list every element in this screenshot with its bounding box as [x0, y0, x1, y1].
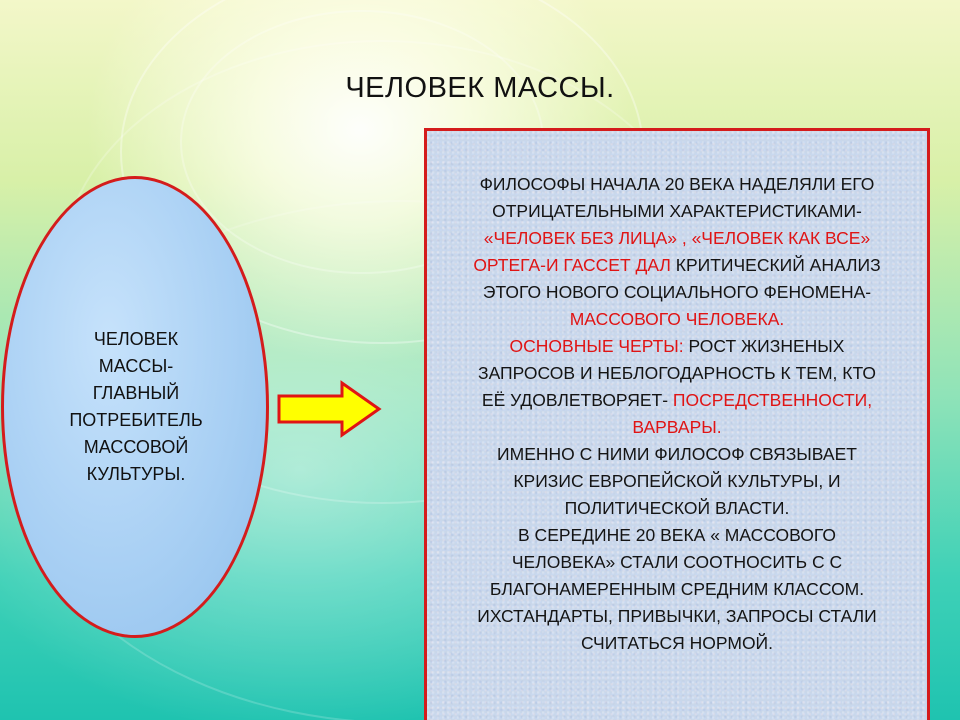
text-line: ЧЕЛОВЕКА» СТАЛИ СООТНОСИТЬ С С	[511, 552, 843, 572]
text-highlight: ОРТЕГА-И ГАССЕТ ДАЛ	[473, 255, 676, 275]
description-text	[427, 171, 927, 657]
text-segment: КРИТИЧЕСКИЙ АНАЛИЗ	[675, 255, 881, 275]
text-line-highlight: МАССОВОГО ЧЕЛОВЕКА.	[569, 309, 785, 329]
right-arrow-icon	[276, 380, 382, 438]
slide-title-text: ЧЕЛОВЕК МАССЫ.	[345, 72, 615, 104]
text-segment: РОСТ ЖИЗНЕНЫХ	[688, 336, 845, 356]
text-highlight: ПОСРЕДСТВЕННОСТИ,	[672, 390, 873, 410]
ellipse-text: ЧЕЛОВЕК МАССЫ- ГЛАВНЫЙ ПОТРЕБИТЕЛЬ МАССОВОЙ КУЛЬТУРЫ.	[69, 329, 203, 484]
text-line-highlight: «ЧЕЛОВЕК БЕЗ ЛИЦА» , «ЧЕЛОВЕК КАК ВСЕ»	[483, 228, 871, 248]
text-line: КРИЗИС ЕВРОПЕЙСКОЙ КУЛЬТУРЫ, И	[513, 471, 841, 491]
arrow-shape	[279, 383, 379, 435]
text-line: БЛАГОНАМЕРЕННЫМ СРЕДНИМ КЛАССОМ.	[489, 579, 865, 599]
text-line: ИХСТАНДАРТЫ, ПРИВЫЧКИ, ЗАПРОСЫ СТАЛИ	[477, 606, 877, 626]
text-line	[427, 333, 927, 360]
text-line	[427, 387, 927, 414]
concept-ellipse	[1, 176, 269, 638]
text-line: ЭТОГО НОВОГО СОЦИАЛЬНОГО ФЕНОМЕНА-	[482, 282, 872, 302]
text-line: ПОЛИТИЧЕСКОЙ ВЛАСТИ.	[564, 498, 790, 518]
text-line: СЧИТАТЬСЯ НОРМОЙ.	[581, 633, 773, 653]
text-line: ИМЕННО С НИМИ ФИЛОСОФ СВЯЗЫВАЕТ	[497, 444, 857, 464]
text-line-highlight: ВАРВАРЫ.	[632, 417, 722, 437]
text-line: ФИЛОСОФЫ НАЧАЛА 20 ВЕКА НАДЕЛЯЛИ ЕГО	[479, 174, 875, 194]
text-line: В СЕРЕДИНЕ 20 ВЕКА « МАССОВОГО	[518, 525, 836, 545]
text-segment: ЕЁ УДОВЛЕТВОРЯЕТ-	[481, 390, 673, 410]
text-line: ЗАПРОСОВ И НЕБЛОГОДАРНОСТЬ К ТЕМ, КТО	[478, 363, 876, 383]
text-line	[427, 252, 927, 279]
description-textbox	[424, 128, 930, 720]
text-line: ОТРИЦАТЕЛЬНЫМИ ХАРАКТЕРИСТИКАМИ-	[492, 201, 862, 221]
slide-title	[0, 72, 960, 105]
text-highlight: ОСНОВНЫЕ ЧЕРТЫ:	[509, 336, 689, 356]
